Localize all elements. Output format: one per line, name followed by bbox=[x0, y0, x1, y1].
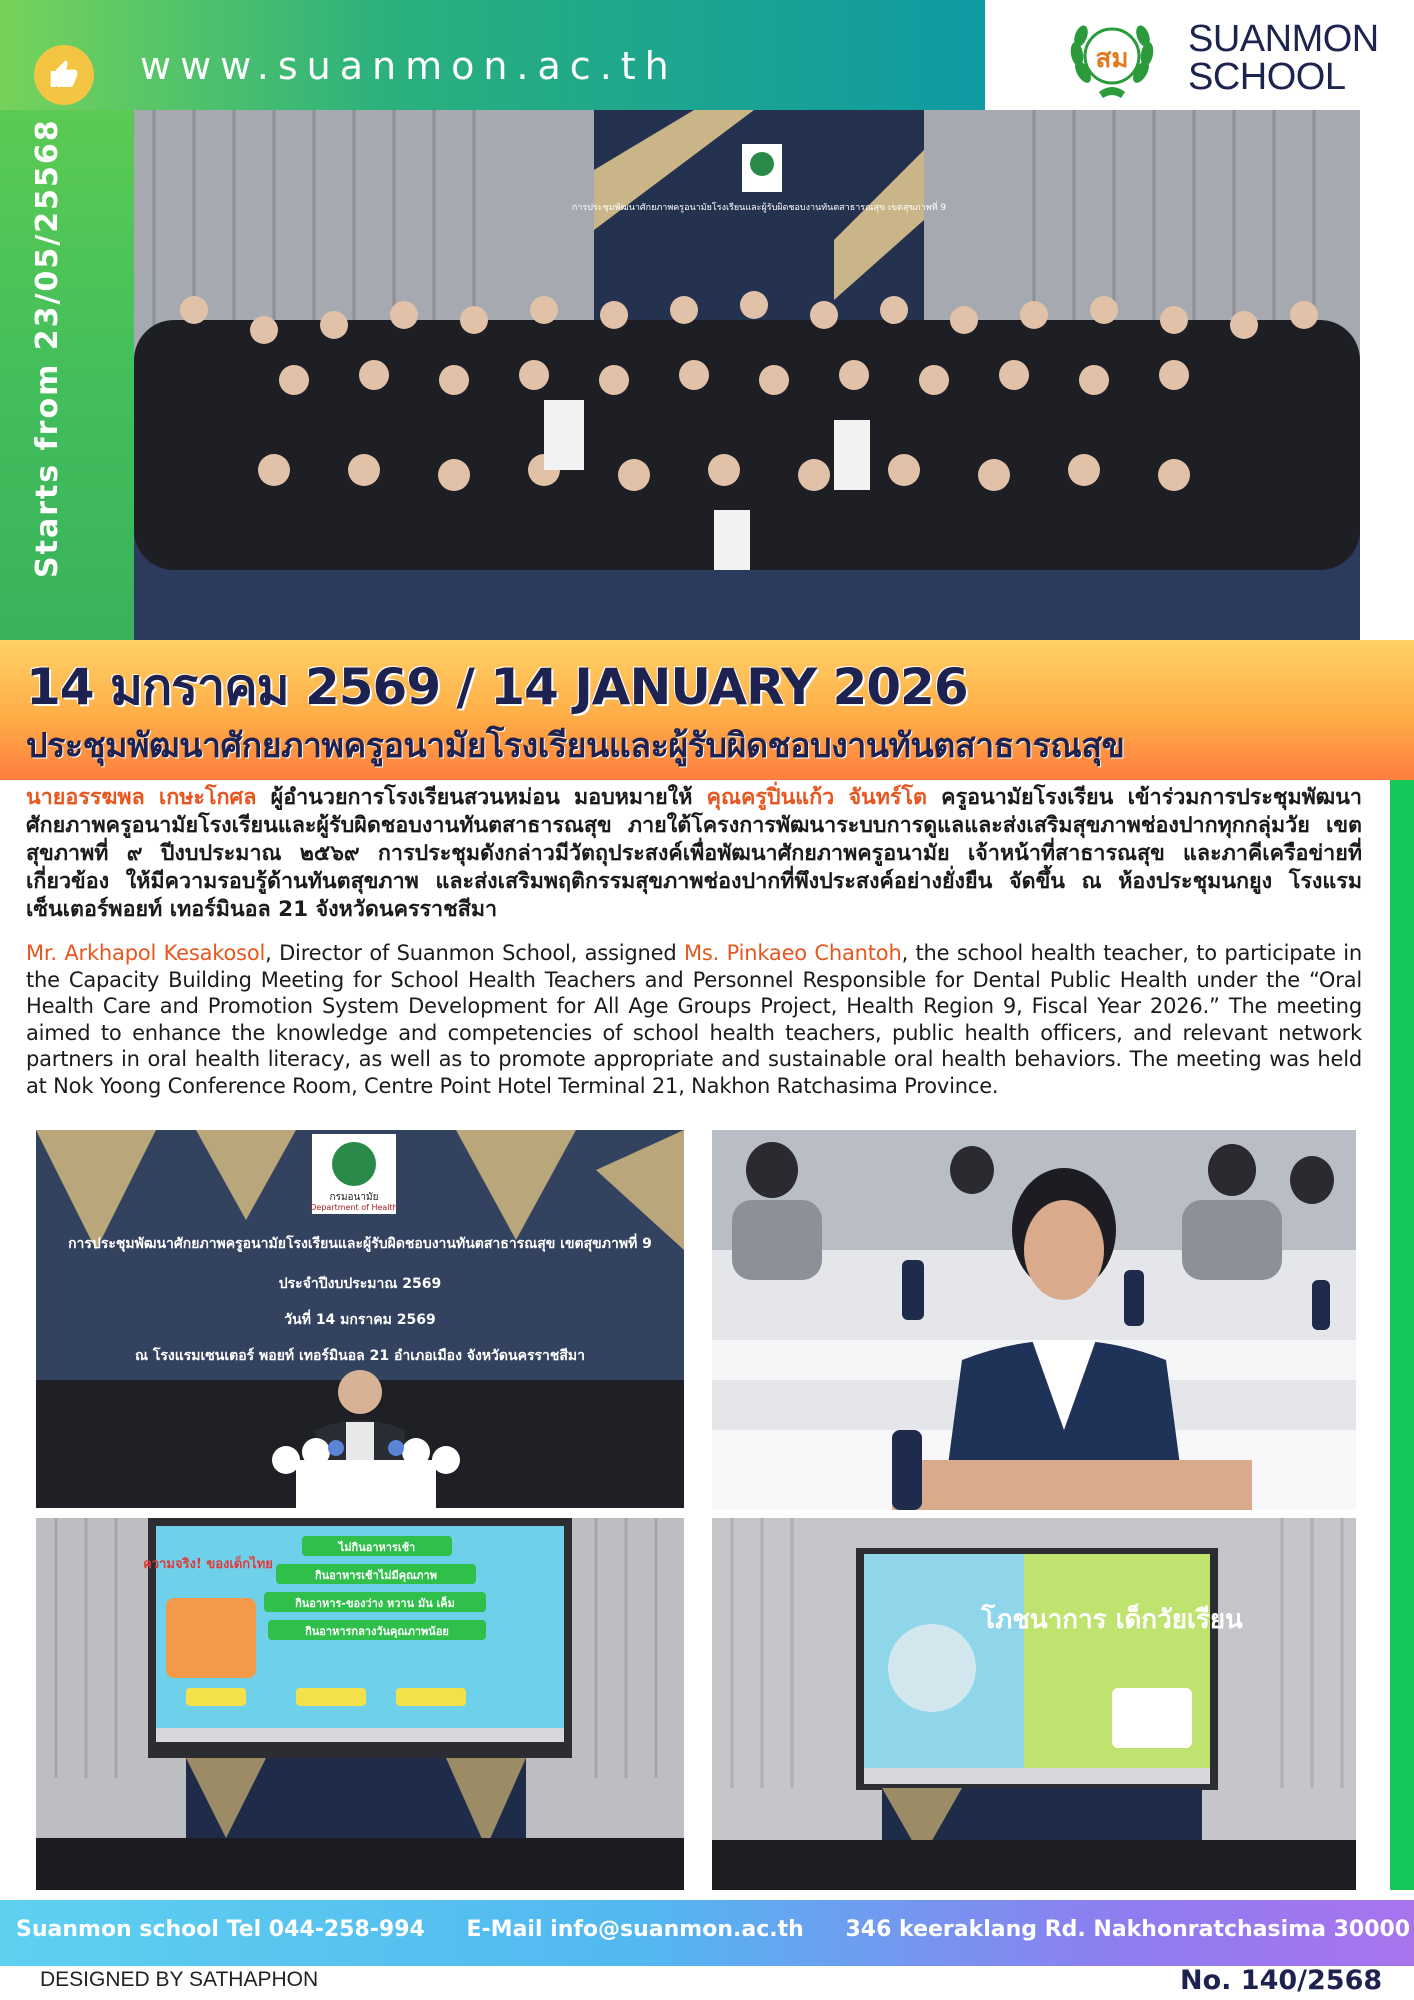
group-photo bbox=[134, 110, 1360, 640]
site-url[interactable]: www.suanmon.ac.th bbox=[140, 44, 678, 88]
svg-text:ไม่กินอาหารเช้า: ไม่กินอาหารเช้า bbox=[338, 1541, 416, 1554]
eng-director-name: Mr. Arkhapol Kesakosol bbox=[26, 941, 266, 965]
thai-director-name: นายอรรฆพล เกษะโกศล bbox=[26, 785, 257, 810]
presentation-photo-2 bbox=[712, 1518, 1356, 1890]
footer-address: 346 keeraklang Rd. Nakhonratchasima 30000 bbox=[845, 1917, 1411, 1942]
brand-line-1: SUANMON bbox=[1188, 18, 1379, 60]
thumbs-up-icon bbox=[34, 45, 94, 105]
presentation-photo-1 bbox=[36, 1518, 684, 1890]
svg-text:กรมอนามัย: กรมอนามัย bbox=[329, 1192, 379, 1203]
eng-teacher-name: Ms. Pinkaeo Chantoh bbox=[683, 941, 902, 965]
svg-text:Department of Health: Department of Health bbox=[310, 1203, 398, 1212]
speaker-photo bbox=[36, 1130, 684, 1508]
thai-teacher-name: คุณครูปิ่นแก้ว จันทร์โต bbox=[706, 785, 927, 810]
svg-text:การประชุมพัฒนาศักยภาพครูอนามัย: การประชุมพัฒนาศักยภาพครูอนามัยโรงเรียนและผู้รับผิดชอบงานทันตสาธารณสุข เขตสุขภาพที่ 9 bbox=[571, 203, 947, 213]
designer-credit: DESIGNED BY SATHAPHON bbox=[40, 1968, 319, 1991]
svg-text:โภชนาการ เด็กวัยเรียน: โภชนาการ เด็กวัยเรียน bbox=[981, 1605, 1243, 1635]
svg-text:กินอาหารกลางวันคุณภาพน้อย: กินอาหารกลางวันคุณภาพน้อย bbox=[305, 1625, 449, 1638]
footer-school-phone[interactable]: Suanmon school Tel 044-258-994 bbox=[16, 1917, 425, 1942]
svg-text:ความจริง! ของเด็กไทย: ความจริง! ของเด็กไทย bbox=[143, 1557, 273, 1572]
thai-description: นายอรรฆพล เกษะโกศล ผู้อำนวยการโรงเรียนสวนหม่อน มอบหมายให้ คุณครูปิ่นแก้ว จันทร์โต ครูอนามัยโรงเรียน เข้าร่วมการประชุมพัฒนาศักยภาพครูอนามัยโรงเรียนและผู้รับผิดชอบงานทันตสาธารณสุข ภายใต้โครงการพัฒนาระบบการดูแลและส่งเสริมสุขภาพช่องปากทุกกลุ่มวัย เขตสุขภาพที่ ๙ ปีงบประมาณ ๒๕๖๙ การประชุมดังกล่าวมีวัตถุประสงค์เพื่อพัฒนาศักยภาพครูอนามัย เจ้าหน้าที่สาธารณสุข และภาคีเครือข่ายที่เกี่ยวข้อง ให้มีความรอบรู้ด้านทันตสุขภาพ และส่งเสริมพฤติกรรมสุขภาพช่องปากที่พึงประสงค์อย่างยั่งยืน จัดขึ้น ณ ห้องประชุมนกยูง โรงแรมเซ็นเตอร์พอยท์ เทอร์มินอล 21 จังหวัดนครราชสีมา bbox=[26, 785, 1362, 922]
footer-email[interactable]: E-Mail info@suanmon.ac.th bbox=[466, 1917, 804, 1942]
school-emblem-icon bbox=[1063, 12, 1161, 102]
svg-text:สม: สม bbox=[1095, 44, 1129, 74]
svg-text:ประจำปีงบประมาณ 2569: ประจำปีงบประมาณ 2569 bbox=[278, 1276, 442, 1292]
issue-number: No. 140/2568 bbox=[1180, 1965, 1383, 1996]
footer-contact bbox=[16, 1917, 1414, 1942]
brand-line-2: SCHOOL bbox=[1188, 56, 1346, 98]
svg-text:ณ โรงแรมเซนเตอร์ พอยท์ เทอร์มิ: ณ โรงแรมเซนเตอร์ พอยท์ เทอร์มินอล 21 อำเภอเมือง จังหวัดนครราชสีมา bbox=[135, 1348, 585, 1364]
english-description: Mr. Arkhapol Kesakosol, Director of Suanmon School, assigned Ms. Pinkaeo Chantoh, the school health teacher, to participate in the Capacity Building Meeting for School Health Teachers and Personnel Responsible for Dental Public Health under the “Oral Health Care and Promotion System Development for All Age Groups Project, Health Region 9, Fiscal Year 2026.” The meeting aimed to enhance the knowledge and competencies of school health teachers, public health officers, and relevant network partners in oral health literacy, as well as to promote appropriate and sustainable oral health behaviors. The meeting was held at Nok Yoong Conference Room, Centre Point Hotel Terminal 21, Nakhon Ratchasima Province. bbox=[26, 941, 1363, 1098]
svg-text:การประชุมพัฒนาศักยภาพครูอนามัย: การประชุมพัฒนาศักยภาพครูอนามัยโรงเรียนและผู้รับผิดชอบงานทันตสาธารณสุข เขตสุขภาพที่ 9 bbox=[68, 1236, 652, 1252]
event-title-thai: ประชุมพัฒนาศักยภาพครูอนามัยโรงเรียนและผู้รับผิดชอบงานทันตสาธารณสุข bbox=[26, 726, 1125, 766]
right-green-strip bbox=[1390, 780, 1414, 1890]
event-date: 14 มกราคม 2569 / 14 JANUARY 2026 bbox=[26, 658, 968, 716]
svg-text:กินอาหารเช้าไม่มีคุณภาพ: กินอาหารเช้าไม่มีคุณภาพ bbox=[315, 1569, 437, 1582]
brand-name bbox=[1188, 20, 1379, 96]
teacher-photo bbox=[712, 1130, 1356, 1510]
svg-text:วันที่ 14 มกราคม 2569: วันที่ 14 มกราคม 2569 bbox=[284, 1312, 436, 1328]
starts-from-label: Starts from 23/05/25568 bbox=[30, 118, 65, 578]
svg-text:กินอาหาร-ของว่าง หวาน มัน เค็ม: กินอาหาร-ของว่าง หวาน มัน เค็ม bbox=[295, 1597, 455, 1610]
